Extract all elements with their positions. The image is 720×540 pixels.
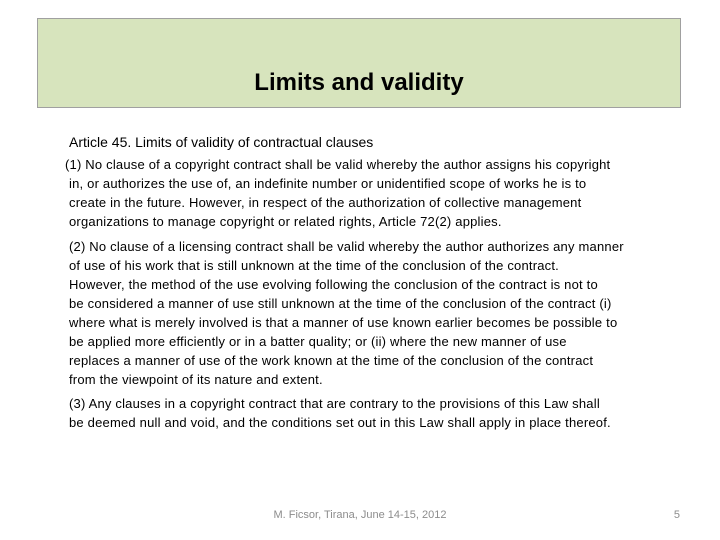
paragraph-2-line: replaces a manner of use of the work known at the time of the conclusion of the contract	[69, 353, 594, 368]
paragraph-3-line: (3) Any clauses in a copyright contract that are contrary to the provisions of this Law shall	[69, 396, 600, 411]
paragraph-2-line: where what is merely involved is that a manner of use known earlier becomes be possible to	[69, 315, 618, 330]
title-box	[37, 18, 681, 108]
paragraph-1-line: (1) No clause of a copyright contract shall be valid whereby the author assigns his copyright	[65, 157, 611, 172]
paragraph-2	[69, 237, 624, 389]
paragraph-2-line: (2) No clause of a licensing contract shall be valid whereby the author authorizes any manner	[69, 239, 624, 254]
paragraph-3-line: be deemed null and void, and the conditions set out in this Law shall apply in place thereof.	[69, 415, 611, 430]
paragraph-2-line: However, the method of the use evolving following the conclusion of the contract is not to	[69, 277, 598, 292]
paragraph-1-line: in, or authorizes the use of, an indefinite number or unidentified scope of works he is to	[69, 176, 587, 191]
paragraph-2-line: from the viewpoint of its nature and extent.	[69, 372, 323, 387]
paragraph-1-line: create in the future. However, in respect of the authorization of collective management	[69, 195, 582, 210]
slide-title: Limits and validity	[254, 69, 464, 96]
paragraph-3	[69, 394, 611, 432]
footer-credit: M. Ficsor, Tirana, June 14-15, 2012	[273, 509, 447, 521]
paragraph-2-line: of use of his work that is still unknown at the time of the conclusion of the contract.	[69, 258, 559, 273]
paragraph-1-line: organizations to manage copyright or related rights, Article 72(2) applies.	[69, 214, 502, 229]
paragraph-2-line: be applied more efficiently or in a batter quality; or (ii) where the new manner of use	[69, 334, 567, 349]
paragraph-2-line: be considered a manner of use still unknown at the time of the conclusion of the contract (i)	[69, 296, 612, 311]
article-heading: Article 45. Limits of validity of contractual clauses	[69, 134, 374, 150]
paragraph-1	[65, 155, 610, 231]
page-number: 5	[673, 509, 680, 521]
